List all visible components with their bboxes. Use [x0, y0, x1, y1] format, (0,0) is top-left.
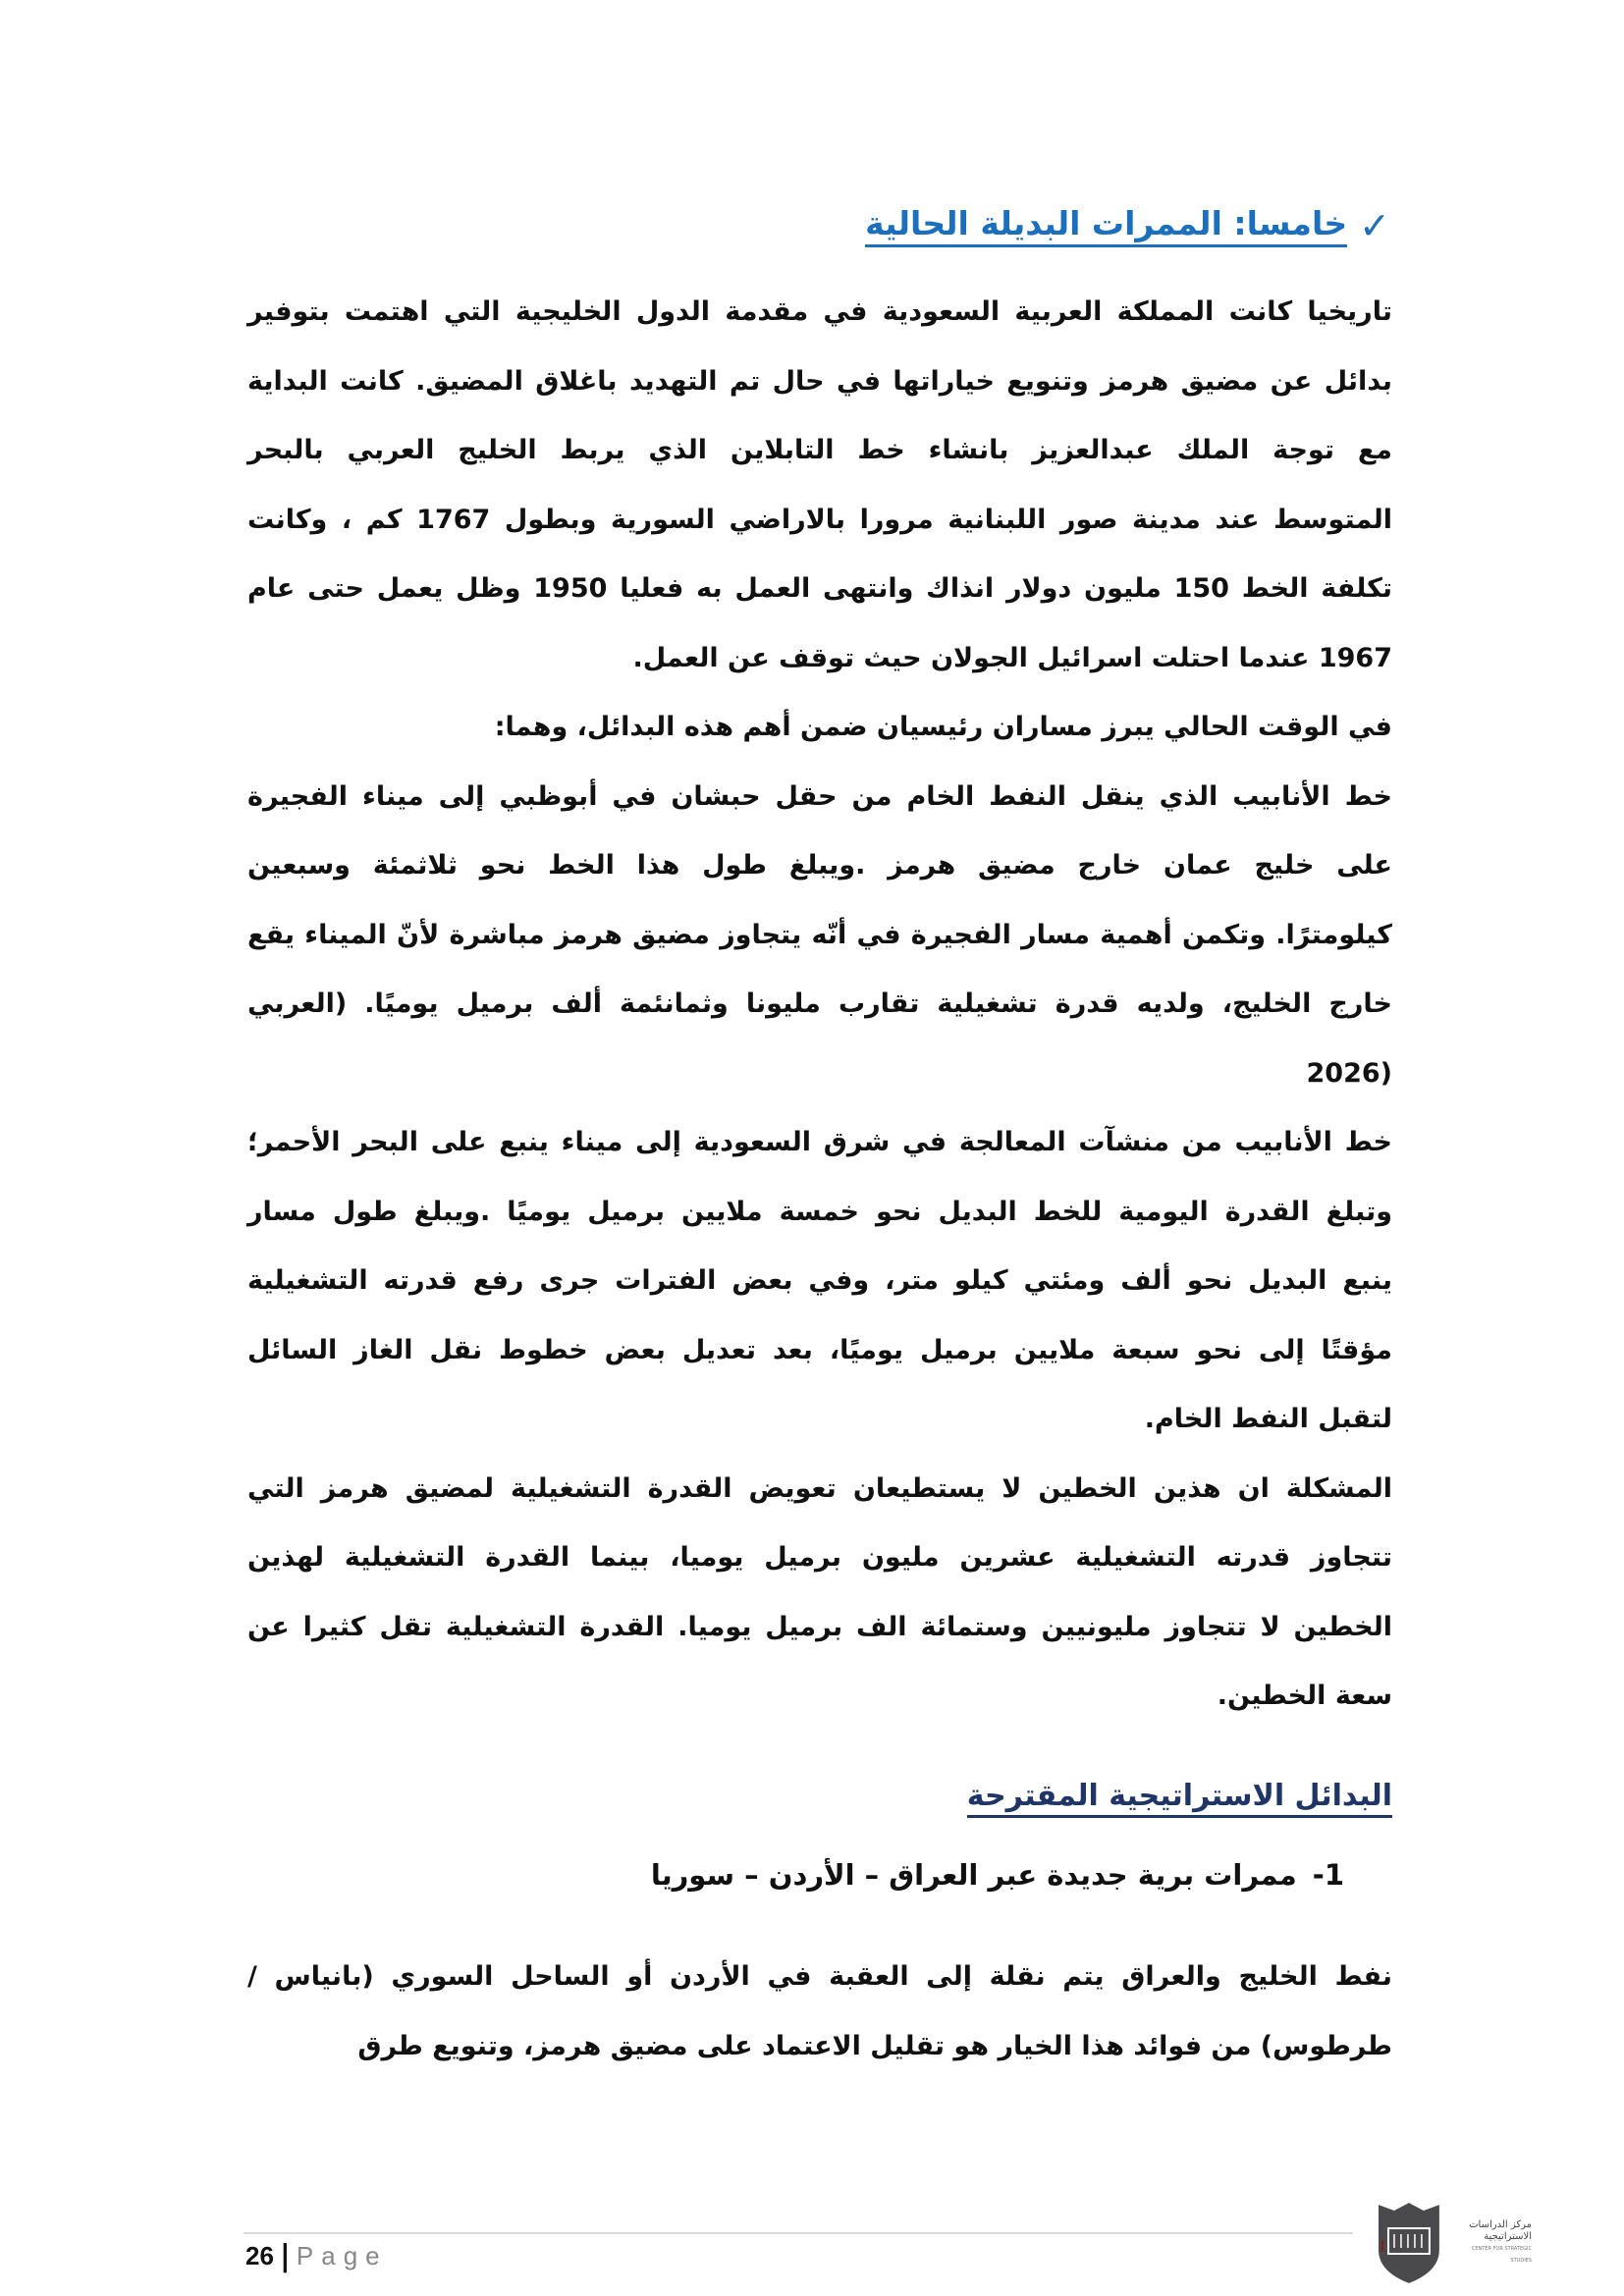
text-line: المتوسط عند مدينة صور اللبنانية مرورا بالاراضي السورية وبطول 1767 كم ، وكانت [247, 504, 1392, 535]
page-number [245, 2239, 388, 2273]
text-line: خط الأنابيب من منشآت المعالجة في شرق السعودية إلى ميناء ينبع على البحر الأحمر؛ [247, 1127, 1392, 1157]
section-heading [865, 204, 1390, 247]
text-line: بدائل عن مضيق هرمز وتنويع خياراتها في حال تم التهديد باغلاق المضيق. كانت البداية [247, 365, 1392, 397]
text-line: مؤقتًا إلى نحو سبعة ملايين برميل يوميًا، بعد تعديل بعض خطوط نقل الغاز السائل [247, 1334, 1392, 1365]
text-line: مع توجة الملك عبدالعزيز بانشاء خط التابلاين الذي يربط الخليج العربي بالبحر [247, 435, 1392, 465]
checkmark-icon: ✓ [1359, 204, 1390, 247]
text-line: طرطوس) من فوائد هذا الخيار هو تقليل الاعتماد على مضيق هرمز، وتنويع طرق [357, 2030, 1392, 2061]
text-line: لتقبل النفط الخام. [1144, 1404, 1392, 1434]
list-item [651, 1858, 1344, 1892]
text-line: خط الأنابيب الذي ينقل النفط الخام من حقل حبشان في أبوظبي إلى ميناء الفجيرة [247, 780, 1392, 812]
text-line: تكلفة الخط 150 مليون دولار انذاك وانتهى العمل به فعليا 1950 وظل يعمل حتى عام [247, 573, 1392, 604]
text-line: المشكلة ان هذين الخطين لا يستطيعان تعويض القدرة التشغيلية لمضيق هرمز التي [247, 1472, 1392, 1504]
text-line: خارج الخليج، ولديه قدرة تشغيلية تقارب مليونا وثمانئمة ألف برميل يوميًا. (العربي [247, 988, 1392, 1019]
text-line: في الوقت الحالي يبرز مساران رئيسيان ضمن أهم هذه البدائل، وهما: [494, 712, 1392, 742]
text-line: نفط الخليج والعراق يتم نقلة إلى العقبة في الأردن أو الساحل السوري (بانياس / [247, 1961, 1392, 1992]
text-line: الخطين لا تتجاوز مليونيين وستمائة الف برميل يوميا. القدرة التشغيلية تقل كثيرا عن [247, 1611, 1392, 1642]
logo-line-2: الاستراتيجية [1484, 2231, 1532, 2242]
shield-logo-icon [1375, 2201, 1443, 2285]
text-line: سعة الخطين. [1217, 1681, 1392, 1711]
logo-line-1: مركز الدراسات [1469, 2219, 1532, 2230]
text-line: على خليج عمان خارج مضيق هرمز .ويبلغ طول هذا الخط نحو ثلاثمئة وسبعين [247, 850, 1392, 881]
text-line: (2026 [1306, 1057, 1392, 1089]
body-text [247, 278, 1392, 1732]
text-line: 1967 عندما احتلت اسرائيل الجولان حيث توقف عن العمل. [632, 642, 1392, 673]
section-heading-title: خامسا: الممرات البديلة الحالية [865, 204, 1347, 247]
body-text-continued [247, 1943, 1392, 2081]
center-logo [1375, 2199, 1532, 2287]
page-label: Page [296, 2241, 388, 2270]
text-line: تتجاوز قدرته التشغيلية عشرين مليون برميل يوميا، بينما القدرة التشغيلية لهذين [247, 1542, 1392, 1573]
text-line: ينبع البديل نحو ألف ومئتي كيلو متر، وفي بعض الفترات جرى رفع قدرته التشغيلية [247, 1265, 1392, 1296]
page-number-value: 26 [245, 2241, 274, 2270]
text-line: وتبلغ القدرة اليومية للخط البديل نحو خمسة ملايين برميل يوميًا .ويبلغ طول مسار [247, 1196, 1392, 1227]
page-separator: | [279, 2239, 291, 2273]
logo-text [1449, 2219, 1532, 2267]
list-item-text: ممرات برية جديدة عبر العراق – الأردن – سوريا [650, 1858, 1297, 1892]
text-line: كيلومترًا. وتكمن أهمية مسار الفجيرة في أنّه يتجاوز مضيق هرمز مباشرة لأنّ الميناء يقع [247, 919, 1392, 950]
list-item-number: 1- [1312, 1858, 1344, 1892]
footer-divider [244, 2232, 1353, 2234]
subheading: البدائل الاستراتيجية المقترحة [967, 1779, 1392, 1818]
logo-english: CENTER FOR STRATEGIC STUDIES [1471, 2246, 1532, 2264]
text-line: تاريخيا كانت المملكة العربية السعودية في مقدمة الدول الخليجية التي اهتمت بتوفير [247, 296, 1392, 327]
